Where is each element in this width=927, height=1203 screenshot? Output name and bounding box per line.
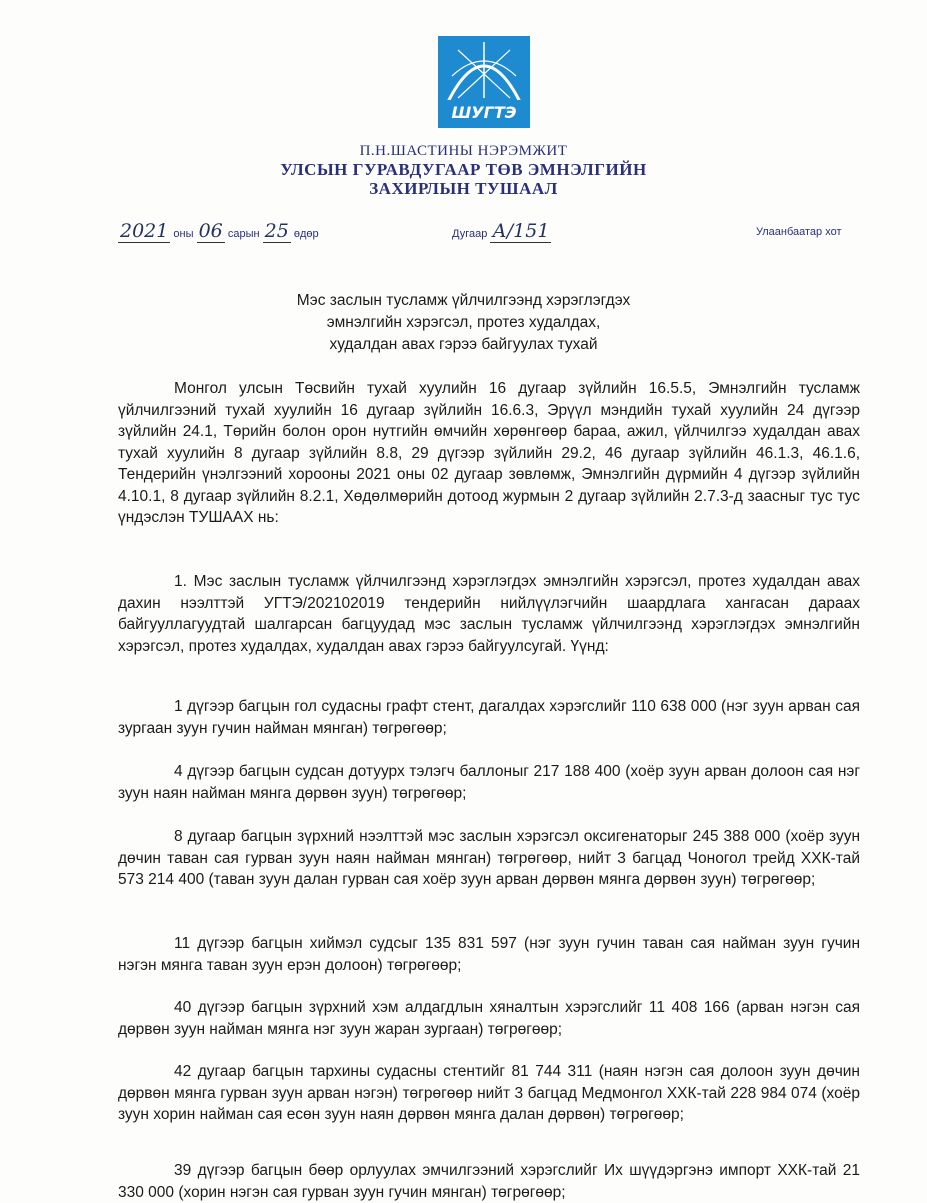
subject-line3: худалдан авах гэрээ байгуулах тухай	[329, 336, 598, 353]
package-paragraph-6: 42 дугаар багцын тархины судасны стентийг 81 744 311 (наян нэгэн сая долоон зуун дөчин дөрвөн мянга гурван зуун арван нэгэн) төгрөгөөр нийт 3 багцад Медмонгол ХХК-тай 228 984 074 (хоёр зуун хорин найман сая есөн зуун наян дөрвөн мянга далан дөрвөн) төгрөгөөр;	[118, 1063, 860, 1123]
org-name-line1: П.Н.ШАСТИНЫ НЭРЭМЖИТ	[359, 143, 568, 159]
item-1-paragraph: 1. Мэс заслын тусламж үйлчилгээнд хэрэглэгдэх эмнэлгийн хэрэгсэл, протез худалдан авах дахин нээлттэй УГТЭ/202102019 тендерийн нийлүүлэгчийн шаардлага хангасан дараах байгууллагуудтай шалгарсан багцуудад мэс заслын тусламж үйлчилгээнд хэрэглэгдэх эмнэлгийн хэрэгсэл, протез худалдах, худалдан авах гэрээ байгуулсугай. Үүнд:	[118, 573, 860, 655]
hospital-logo	[438, 36, 530, 128]
package-paragraph-4: 11 дүгээр багцын хиймэл судсыг 135 831 597 (нэг зуун гучин таван сая найман зуун гучин нэгэн мянга таван зуун ерэн долоон) төгрөгөөр;	[118, 935, 860, 974]
city-label: Улаанбаатар хот	[756, 226, 842, 238]
package-paragraph-3: 8 дугаар багцын зүрхний нээлттэй мэс заслын хэрэгсэл оксигенаторыг 245 388 000 (хоёр зуун дөчин таван сая гурван зуун наян найман мянган) төгрөгөөр, нийт 3 багцад Чоногол трейд ХХК-тай 573 214 400 (таван зуун далан гурван сая хоёр зуун арван дөрвөн мянга дөрвөн зуун) төгрөгөөр;	[118, 828, 860, 888]
package-paragraph-7: 39 дүгээр багцын бөөр орлуулах эмчилгээний хэрэгслийг Их шүүдэргэнэ импорт ХХК-тай 21 330 000 (хорин нэгэн сая гурван зуун гучин мянган) төгрөгөөр;	[118, 1162, 860, 1201]
package-paragraph-5: 40 дүгээр багцын зүрхний хэм алдагдлын хяналтын хэрэгслийг 11 408 166 (арван нэгэн сая дөрвөн зуун найман мянга нэг зуун жаран зургаан) төгрөгөөр;	[118, 999, 860, 1038]
org-name-line2: УЛСЫН ГУРАВДУГААР ТӨВ ЭМНЭЛГИЙН	[280, 160, 647, 179]
order-subject	[0, 290, 927, 356]
order-date	[118, 220, 319, 242]
year-label: оны	[173, 228, 194, 240]
day-label: өдөр	[293, 228, 319, 240]
order-type-title: ЗАХИРЛЫН ТУШААЛ	[369, 179, 558, 198]
date-day: 25	[264, 220, 289, 242]
preamble-paragraph: Монгол улсын Төсвийн тухай хуулийн 16 дугаар зүйлийн 16.5.5, Эмнэлгийн тусламж үйлчилгээний тухай хуулийн 16 дугаар зүйлийн 16.6.3, Эрүүл мэндийн тухай хуулийн 24 дүгээр зүйлийн 24.1, Төрийн болон орон нутгийн өмчийн хөрөнгөөр бараа, ажил, үйлчилгээ худалдан авах тухай хуулийн 8 дугаар зүйлийн 8.8, 29 дүгээр зүйлийн 29.2, 46 дугаар зүйлийн 46.1.3, 46.1.6, Тендерийн үнэлгээний хорооны 2021 оны 02 дугаар зөвлөмж, Эмнэлгийн дүрмийн 4 дүгээр зүйлийн 4.10.1, 8 дугаар зүйлийн 8.2.1, Хөдөлмөрийн дотоод журмын 2 дугаар зүйлийн 2.7.3-д заасныг тус тус үндэслэн ТУШААХ нь:	[118, 380, 860, 526]
number-label: Дугаар	[452, 228, 488, 240]
subject-line1: Мэс заслын тусламж үйлчилгээнд хэрэглэгдэх	[296, 292, 631, 309]
order-number	[452, 220, 551, 242]
logo-text: ШУГТЭ	[451, 103, 517, 122]
number-value: А/151	[492, 220, 550, 242]
package-paragraph-2: 4 дүгээр багцын судсан дотуурх тэлэгч баллоныг 217 188 400 (хоёр зуун арван долоон сая нэг зуун наян найман мянга дөрвөн зуун) төгрөгөөр;	[118, 763, 860, 802]
package-paragraph-1: 1 дүгээр багцын гол судасны графт стент, дагалдах хэрэгслийг 110 638 000 (нэг зуун арван сая зургаан зуун гучин найман мянган) төгрөгөөр;	[118, 698, 860, 737]
date-year: 2021	[120, 220, 169, 242]
subject-line2: эмнэлгийн хэрэгсэл, протез худалдах,	[326, 314, 601, 331]
month-label: сарын	[227, 228, 260, 240]
date-month: 06	[198, 220, 223, 242]
